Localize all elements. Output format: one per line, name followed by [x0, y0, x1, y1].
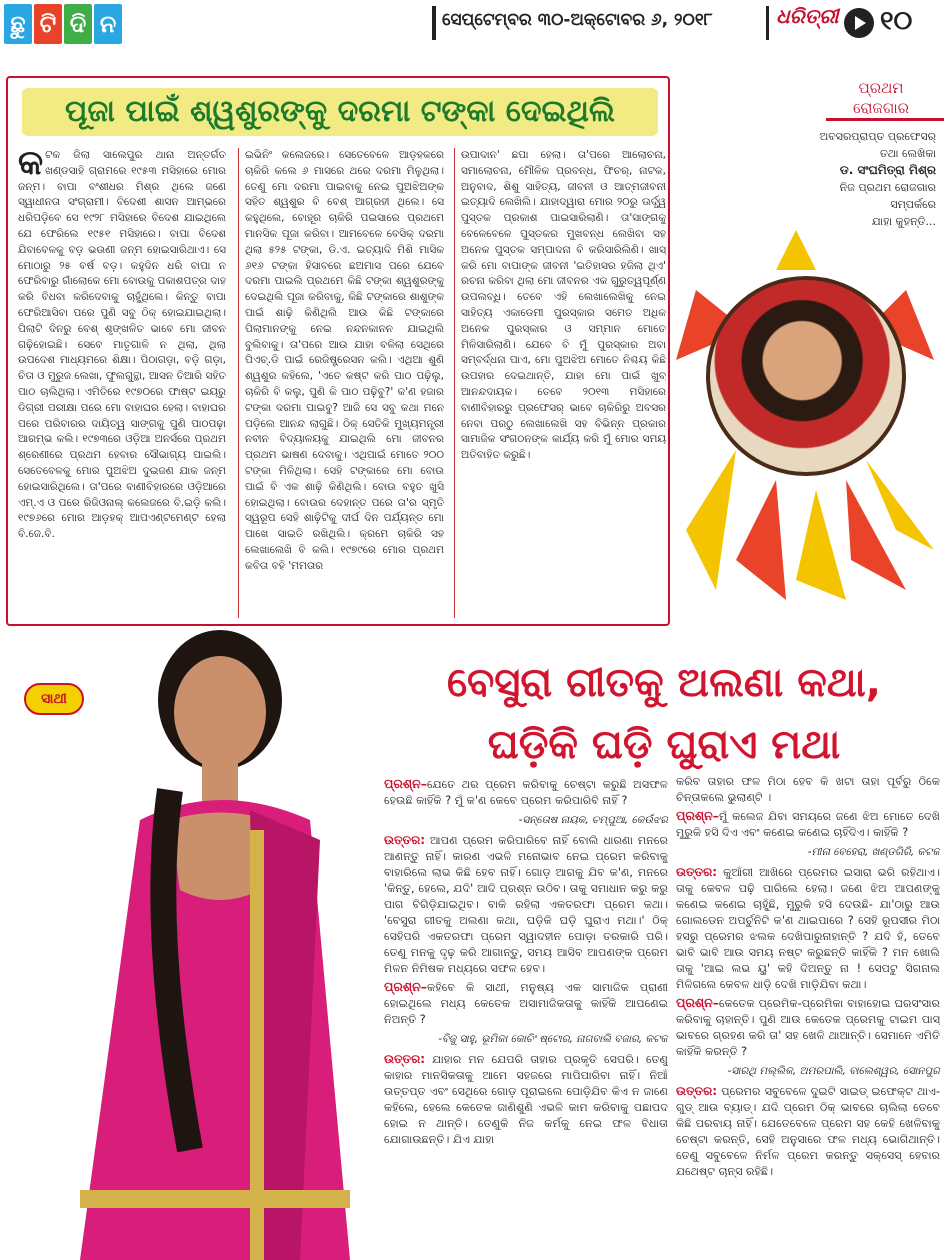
issue-date: ସେପ୍ଟେମ୍ବର ୩୦-ଅକ୍ଟୋବର ୬, ୨୦୧୮	[442, 10, 713, 30]
question-text: ଯେତେ ଥର ପ୍ରେମ କରିବାକୁ ଚେଷ୍ଟା କରୁଛି ଅସଫଳ ହେଉଛି କାହିଁକି ? ମୁଁ କ'ଣ କେବେ ପ୍ରେମ କରିପାରିବି ନାହିଁ ?	[384, 778, 668, 807]
author-portrait	[676, 230, 934, 600]
reader-signature: -ସାରଥି ମଲ୍ଲିକ, ଅମରପାଲି, ବାଲେଶ୍ୱର, ସୋନପୁର	[727, 1065, 940, 1077]
section-divider	[826, 118, 944, 121]
question-text: ମୁଁ କଲେଜ ଯିବା ସମୟରେ ଜଣେ ଝିଅ ମୋତେ ଦେଖି ମୁରୁକି ହସି ଦିଏ ଏବଂ କଣେଇ କଣେଇ ଚାହିଁଦିଏ। କାହିଁକି ?	[676, 810, 940, 839]
model-photo	[20, 630, 400, 1260]
answer	[676, 864, 940, 993]
column-text: ଟକ ଜିଲା ସାଲେପୁର ଥାନା ଅନ୍ତର୍ଗତ ଖଣ୍ଡସାହି ଗ୍ରାମରେ ୧୯୫୩ ମସିହାରେ ମୋର ଜନ୍ମ। ବାପା ବଂଶୀଧର ମିଶ୍ର ଥିଲେ ଜଣେ ସ୍ୱାଧୀନତା ସଂଗ୍ରାମୀ। ବିଦେଶୀ ଶାସନ ଆମ୍ଭରେ ଧରିପଡ଼ିବେ ସେ ୧୯୨୮ ମସିହାରେ ବିଦେଶ ଯାଇଥିଲେ ଯେ ଫେରିଲେ ୧୯୫୧ ମସିହାରେ। ବାପା ବିଦେଶ ଯିବାବେଳକୁ ବଡ଼ ଭଉଣୀ ଜନ୍ମ ହୋଇସାରିଥାଏ। ସେ ମୋଠାରୁ ୨୫ ବର୍ଷ ବଡ଼। କହୁଦିନ ଧରି ବାପା ନ ଫେରିବାରୁ ଗାଁଲୋକେ ମୋ ବୋଉକୁ ପକାଶପତ୍ର ଦାହ କରି ବିଧବା କରିଦେବାକୁ ଚାହୁଁଥିଲେ। କିନ୍ତୁ ବାପା ଫେରିଆସିବା ପରେ ପୁଣି ସବୁ ଠିକ୍ ହୋଇଯାଇଥିଲା। ପିଲାଟି ଦିନରୁ ବେଶ୍ ଶୃଙ୍ଖଳିତ ଭାବେ ମୋ ଜୀବନ ଗଢ଼ିହୋଇଛି। ସେବେ ମାତୃଗାଳି ନ ଥିଲା, ଥିଲା ଉପଦେଶ ମାଧ୍ୟମରେ ଶିକ୍ଷା। ପିଠାଗଡ଼ା, ବଡ଼ି ଗଡ଼ା, ଚିତା ଓ ମୁରୁଜ ଲେଖା, ଫୁଲଗୁନ୍ଥା, ଆସନ ତିଆରି ସହିତ ପାଠ ଚାଲିଥିଲା। ଏମିତିରେ ୧୯୭୦ରେ ଫାଷ୍ଟ ଇୟରୁ ଡିଗ୍ରୀ ପରୀକ୍ଷା ପରେ ମୋ ବାହାଘର ହେଲା। ବାହାଘର ପରେ ପରିବାରର ଦାୟିତ୍ୱ ସାଙ୍ଗକୁ ପୁଣି ପାଠପଢ଼ା ଆରମ୍ଭ କଲି। ୧୯୭୩ରେ ଓଡ଼ିଆ ଅନର୍ସରେ ପ୍ରଥମ ଶ୍ରେଣୀରେ ପ୍ରଥମ ହେବାର ସୌଭାଗ୍ୟ ପାଇଲି। ସେତେବେଳକୁ ମୋର ପୁଅଝିଅ ଦୁଇଜଣ ଯାକ ଜନ୍ମ ହୋଇସାରିଥିଲେ। ତା'ପରେ ବାଣୀବିହାରରେ ଓଡ଼ିଆରେ ଏମ୍.ଏ ଓ ପରେ ରିଜିଓନାଲ୍ କଲେଜରେ ବି.ଇଡ଼ି କଲି। ୧୯୭୬ରେ ମୋର ଆଡ଼ହକ୍ ଆପଏଣ୍ଟମେଣ୍ଟ ହେଲା ବି.ଜେ.ବି.	[18, 149, 226, 541]
question	[384, 979, 668, 1028]
drop-cap: କ	[18, 148, 44, 183]
answer-label: ଉତ୍ତର:	[676, 865, 718, 879]
reader-signature: -ବିଜୁ ସାହୁ, ଭୂମିକା କୋଚିଂ ଷ୍ଟୋର, ନାଗବାଲି ବଜାର, କଟକ	[438, 1033, 668, 1045]
newspaper-logo: ଧରିତ୍ରୀ	[776, 4, 839, 28]
header-divider	[766, 6, 769, 40]
answer-text: ଆପଣ ପ୍ରେମ କରିପାରିବେ ନାହିଁ ବୋଲି ଧାରଣା ମନରେ ଆଣନ୍ତୁ ନାହିଁ। କାରଣ ଏଭଳି ମନୋଭାବ ନେଇ ପ୍ରେମ କରିବାକୁ ବାହାରିଲେ ଲାଭ କିଛି ହେବ ନାହିଁ। ଗୋଡ଼ ଆଗକୁ ଯିବ କ'ଣ, ମନରେ 'କିନ୍ତୁ, ହେଲେ, ଯଦି' ଆଦି ପ୍ରଶ୍ନ ଉଠିବ। ତାକୁ ସମାଧାନ କରୁ କରୁ ପାଗ ବିଗିଡ଼ିଯାଇଥିବ। ବାକି ରହିଲା ଏକତରଫା ପ୍ରେମ କଥା। 'ବେସୁରା ଗୀତକୁ ଅଲଣା କଥା, ଘଡ଼ିକି ଘଡ଼ି ଘୁରାଏ ମଥା।' ଠିକ୍ ସେହିପରି ଏକତରଫା ପ୍ରେମ ସ୍ୱାଦହୀନ ପୋଡ଼ା ତରକାରି ପରି। ତେଣୁ ମନକୁ ଦୃଢ଼ କରି ଆଗାନ୍ତୁ, ସମୟ ଆସିବ ଆପଣଙ୍କ ପ୍ରେମ ମିଳନ ନିମିଷକ ମଧ୍ୟରେ ସଫଳ ହେବ।	[384, 834, 668, 975]
answer-label: ଉତ୍ତର:	[384, 833, 426, 847]
answer	[384, 832, 668, 977]
headline-line: ବେସୁରା ଗୀତକୁ ଅଲଣା କଥା,	[446, 660, 881, 706]
bio-line: ତଥା ଲେଖିକା	[879, 147, 936, 160]
question	[676, 995, 940, 1060]
article-column-1	[18, 148, 226, 618]
qa-column-2	[676, 774, 940, 1256]
qa-column-1	[384, 776, 668, 1256]
author-name: ଡ. ସଂଘମିତ୍ରା ମିଶ୍ର	[839, 163, 936, 177]
answer-text: କୁଆଁରୀ ଆଖିରେ ପ୍ରେମର ଇସାରା ଭରି ରହିଥାଏ। ତାକୁ କେବଳ ପଢ଼ି ପାରିଲେ ହେଲା। ଜଣେ ଝିଅ ଆପଣଙ୍କୁ କଣେଇ କଣେଇ ଚାହୁଁଛି, ମୁରୁକି ହସି ଦେଉଛି- ଯା'ଠାରୁ ଆଉ ଗୋଲଡେନ ଅପର୍ଚୁନିଟି କ'ଣ ଥାଇପାରେ ? ସେହି ରୂପସୀର ମିଠା ହସରୁ ପ୍ରେମର ଝଲକ ଦେଖିପାରୁନାହାନ୍ତି ? ଯଦି ହଁ, ତେବେ ଭାବି ଭାବି ଆଉ ସମୟ ନଷ୍ଟ କରୁଛନ୍ତି କାହିଁକି ? ମନ ଖୋଲି ତାକୁ 'ଆଇ ଲଭ ୟୁ' କହି ଦିଅନ୍ତୁ ନା ! ସେପଟୁ ସିଗନାଲ ମିଳିଗଲେ କେବଳ ଧାଡ଼ି ଦେଖି ମାଡ଼ିଯିବା କଥା।	[676, 866, 940, 991]
column-headline	[388, 652, 940, 776]
question-label: ପ୍ରଶ୍ନ–	[676, 995, 719, 1010]
brand-letter: ନ	[94, 4, 122, 44]
question	[384, 776, 668, 809]
page-header	[0, 0, 945, 48]
column-badge: ସାଥୀ	[24, 683, 84, 715]
answer-text: ଯାହାର ମନ ଯେପରି ତାହାର ପ୍ରକୃତି ସେପରି। ତେଣୁ କାହାର ମାନସିକତାକୁ ଆମେ ସହଜରେ ମାପିପାରିବା ନାହିଁ। ନିଆଁ ଉତ୍ତପ୍ତ ଏବଂ ସେଥିରେ ଗୋଡ଼ ପୂରାଇଲେ ପୋଡ଼ିଯିବ କିଏ ନ ଜାଣେ କହିଲେ, ହେଲେ କେତେକ ଜାଣିଶୁଣି ଏଭଳି କାମ କରିବାକୁ ପଛାପଦ ହୋଇ ନ ଥାନ୍ତି। ତେଣୁକି ନିଜ କର୍ମକୁ ନେଇ ଫଳ ବିଧାତା ଯୋଗାଉଛନ୍ତି। ଯିଏ ଯାହା	[384, 1053, 668, 1146]
headline-line: ଘଡ଼ିକି ଘଡ଼ି ଘୁରାଏ ମଥା	[487, 722, 841, 768]
reader-signature: -ସନ୍ତୋଷ ନାୟକ, ଚମ୍ପୁଆ, କେଉଁଝର	[518, 814, 668, 826]
author-bio	[700, 128, 936, 230]
reader-signature: -ମୀନା ବେହେରା, ଖଣ୍ଡଗିରି, କଟକ	[807, 846, 940, 858]
answer-text: ପ୍ରେମର ସବୁବେଳେ ଦୁଇଟି ସାଇଡ୍ ଇଫେକ୍ଟ ଥାଏ- ଗୁଡ୍ ଆଉ ବ୍ୟାଡ୍। ଯଦି ପ୍ରେମ ଠିକ୍ ଭାବରେ ଚାଲିଲା ତେବେ କିଛି ପରବାୟ ନାହିଁ। ଯେତେବେଳେ ପ୍ରେମ ସହ କେହି ଖେଳିବାକୁ ଚେଷ୍ଟା କରନ୍ତି, ସେହି ଅନୁସାରେ ଫଳ ମଧ୍ୟ ଭୋଗିଥାନ୍ତି। ତେଣୁ ସବୁବେଳେ ନିର୍ମଳ ପ୍ରେମ କରନ୍ତୁ ସକ୍‌ସେସ୍ ହେବାର ଯଥେଷ୍ଟ ଚାନ୍ସ ରହିଛି।	[676, 1085, 940, 1178]
answer	[384, 1051, 668, 1148]
answer-continued: କରିବ ତାହାର ଫଳ ମିଠା ହେବ କି ଖଟା ତାହା ପୂର୍ବରୁ ଠିକେ ଚିନ୍ତାକଲେ ଭୁଲାଣ୍ଟି ।	[676, 775, 940, 804]
question	[676, 808, 940, 841]
answer	[676, 1083, 940, 1180]
page-number: ୧୦	[880, 6, 913, 36]
brand-letter: ଦି	[64, 4, 92, 44]
bio-line: ଅବସରପ୍ରାପ୍ତ ପ୍ରଫେସର୍	[819, 130, 936, 143]
author-photo	[706, 276, 906, 476]
article-headline: ପୂଜା ପାଇଁ ଶ୍ୱଶୁରଙ୍କୁ ଦରମା ଟଙ୍କା ଦେଇଥିଲି	[22, 88, 658, 136]
bio-line: ଯାହା କୁହନ୍ତି...	[871, 215, 936, 228]
question-text: କେତେକ ପ୍ରେମିକ-ପ୍ରେମିକା ବାହାହୋଇ ଘରସଂସାର କରିବାକୁ ଚାହାନ୍ତି। ପୁଣି ଆଉ କେତେକ ପ୍ରେମକୁ ଟାଇମ ପାସ୍ ଭାବରେ ଗ୍ରହଣ କରି ତା' ସହ ଖେଳି ଥାଆନ୍ତି। ସେମାନେ ଏମିତି କାହିଁକି କରନ୍ତି ?	[676, 997, 940, 1058]
bio-line: ନିଜ ପ୍ରଥମ ରୋଜଗାର	[839, 181, 936, 194]
section-label: ପ୍ରଥମ ରୋଜଗାର	[852, 79, 910, 117]
question-label: ପ୍ରଶ୍ନ–	[676, 808, 719, 823]
answer-label: ଉତ୍ତର:	[676, 1084, 718, 1098]
section-brand	[4, 4, 122, 44]
article-column-2: ଇଭିନିଂ କଲେଜରେ। ସେତେବେଳେ ଆଡ଼ହକରେ ଚାକିରି କଲେ ୬ ମାସରେ ଥରେ ଦରମା ମିଳୁଥିଲା। ତେଣୁ ମୋ ଦରମା ପାଇବାକୁ ନେଇ ପୁଅଝିଅଙ୍କ ସହିତ ଶ୍ୱଶୁର ବି ବେଶ୍ ଆଗ୍ରହୀ ଥିଲେ। ସେ କହୁଥିଲେ, ବୋହୂର ଚାକିରି ପଇସାରେ ପ୍ରଥମେ ମାନସିକ ପୂଜା କରିବା। ଆମବେଳେ ବେସିକ୍ ଦରମା ଥିଲା ୫୨୫ ଟଙ୍କା, ଡି.ଏ. ଇତ୍ୟାଦି ମିଶି ମାସିକ ୬୧୬ ଟଙ୍କା ହିସାବରେ ଛଅମାସ ପରେ ଯେବେ ଦରମା ପାଇଲି ପ୍ରଥମେ କିଛି ଟଙ୍କା ଶ୍ୱଶୁରଙ୍କୁ ଦେଇଥିଲି ପୂଜା କରିବାକୁ, କିଛି ଟଙ୍କାରେ ଶାଶୁଙ୍କ ପାଇଁ ଶାଢ଼ି କିଣିଥିଲି ଆଉ କିଛି ଟଙ୍କାରେ ପିଲାମାନଙ୍କୁ ନେଇ ନନ୍ଦନକାନନ ଯାଇଥିଲି ବୁଲିବାକୁ। ତା'ପରେ ଆଉ ଯାହା ବଳିଲା ସେଥିରେ ପିଏଚ୍.ଡି ପାଇଁ ରେଜିଷ୍ଟ୍ରେସନ କଲି। ଏଥିଆ ଶୁଣି ଶ୍ୱଶୁର କହିଲେ, 'ଏତେ କଷ୍ଟ କରି ପାଠ ପଢ଼ିଲୁ, ଚାକିରି ବି କଲୁ, ପୁଣି କି ପାଠ ପଢ଼ିବୁ?' କ'ଣ ହଜାର ଟଙ୍କା ଦରମା ପାଇବୁ? ଆଜି ସେ ସବୁ କଥା ମନେ ପଡ଼ିଲେ ଆନନ୍ଦ ଲାଗୁଛି। ଠିକ୍ ସେତିକି ମୁଖ୍ୟମନ୍ତ୍ରୀ ନବୀନ ବିଦ୍ୟାଳୟକୁ ଯାଇଥିଲି ମୋ ଜୀବନର ପ୍ରଥମ ଭାଷଣ ଦେବାକୁ। ଏଥିପାଇଁ ମୋତେ ୨୦୦ ଟଙ୍କା ମିଳିଥିଲା। ସେହି ଟଙ୍କାରେ ମୋ ବୋଉ ପାଇଁ ବି ଏକ ଶାଢ଼ି କିଣିଥିଲି। ବୋଉ ବହୁତ ଖୁସି ହୋଇଥିଲା। ବୋଉର ଦେହାନ୍ତ ପରେ ତା'ର ସ୍ମୃତି ସ୍ୱରୂପ ସେହି ଶାଢ଼ିଟିକୁ ଦୀର୍ଘ ଦିନ ପର୍ଯ୍ୟନ୍ତ ମୋ ପାଖେ ସାଇତି ରଖିଥିଲି। କ୍ରମେ ଚାକିରି ସହ ଲେଖାଲେଖି ବି କଲି। ୧୯୭୯ରେ ମୋର ପ୍ରଥମ କବିତା ବହି 'ମମତାର	[238, 148, 444, 618]
arrow-icon	[844, 8, 874, 38]
article-column-3: ଉପାଦାନ' ଛପା ହେଲା। ତା'ପରେ ଆଲୋଚନା, ସମାଲୋଚନା, ମୌଳିକ ପ୍ରବନ୍ଧ, ଫିଚର୍, ନାଟକ, ଅନୁବାଦ, ଶିଶୁ ସାହିତ୍ୟ, ଜୀବନୀ ଓ ଆତ୍ମଜୀବନୀ ଇତ୍ୟାଦି ଲେଖିଲି। ଯାହାଦ୍ୱାରା ମୋର ୨୦ରୁ ଊର୍ଦ୍ଧ୍ୱ ପୁସ୍ତକ ପ୍ରକାଶ ପାଇସାରିଲାଣି। ତା'ସାଙ୍ଗକୁ ବେଳେବେଳେ ପୁସ୍ତକର ମୁଖବନ୍ଧ ଲେଖିବା ସହ ଅନେକ ପୁସ୍ତକ ସମ୍ପାଦନା ବି କରିସାରିଲିଣି। ଖାସ୍ କରି ମୋ ବାପାଙ୍କ ଜୀବନୀ 'ଇତିହାସର ହଜିଲା ଥିଏ' ରଚନା କରିବା ଥିଲା ମୋ ଜୀବନର ଏକ ଗୁରୁତ୍ୱପୂର୍ଣ୍ଣ ଉପଲବ୍ଧି। ତେବେ ଏହି ଲେଖାଲେଖିକୁ ନେଇ ସାହିତ୍ୟ ଏକାଡେମୀ ପୁରସ୍କାର ସମେତ ଅଧିକ ଅନେକ ପୁରସ୍କାର ଓ ସମ୍ମାନ ମୋତେ ମିଳିସାରିଲାଣି। ଯେବେ ବି ମୁଁ ପୁରସ୍କାର ଅବା ସମ୍ବର୍ଦ୍ଧନା ପାଏ, ମୋ ପୁଅଝିଅ ମୋତେ ନିଶ୍ଚୟ କିଛି ଉପହାର ଦେଇଥାନ୍ତି, ଯାହା ମୋ ପାଇଁ ଖୁବ୍ ଆନନ୍ଦଦାୟକ। ତେବେ ୨୦୧୩ ମସିହାରେ ବାଣୀବିହାରରୁ ପ୍ରଫେସର୍ ଭାବେ ଚାକିରିରୁ ଅବସର ନେବା ପରଠୁ ଲେଖାଲେଖି ସହ ବିଭିନ୍ନ ପ୍ରକାର ସାମାଜିକ ସଂଗଠନଙ୍କ କାର୍ଯ୍ୟ କରି ମୁଁ ମୋର ସମୟ ଅତିବାହିତ କରୁଛି।	[454, 148, 666, 618]
question-text: କହିବେ କି ସାଥୀ, ମନୁଷ୍ୟ ଏକ ସାମାଜିକ ପ୍ରାଣୀ ହୋଇଥିଲେ ମଧ୍ୟ କେତେକ ଅସାମାଜିକତାକୁ କାହିଁକି ଆପଣେଇ ନିଅନ୍ତି ?	[384, 981, 668, 1026]
bio-line: ସମ୍ପର୍କରେ	[890, 198, 936, 211]
question-label: ପ୍ରଶ୍ନ–	[384, 979, 427, 994]
brand-letter: ଛୁ	[4, 4, 32, 44]
question-label: ପ୍ରଶ୍ନ–	[384, 776, 427, 791]
answer-label: ଉତ୍ତର:	[384, 1052, 426, 1066]
brand-letter: ଟି	[34, 4, 62, 44]
header-divider	[432, 6, 436, 40]
first-earning-article	[6, 76, 670, 626]
